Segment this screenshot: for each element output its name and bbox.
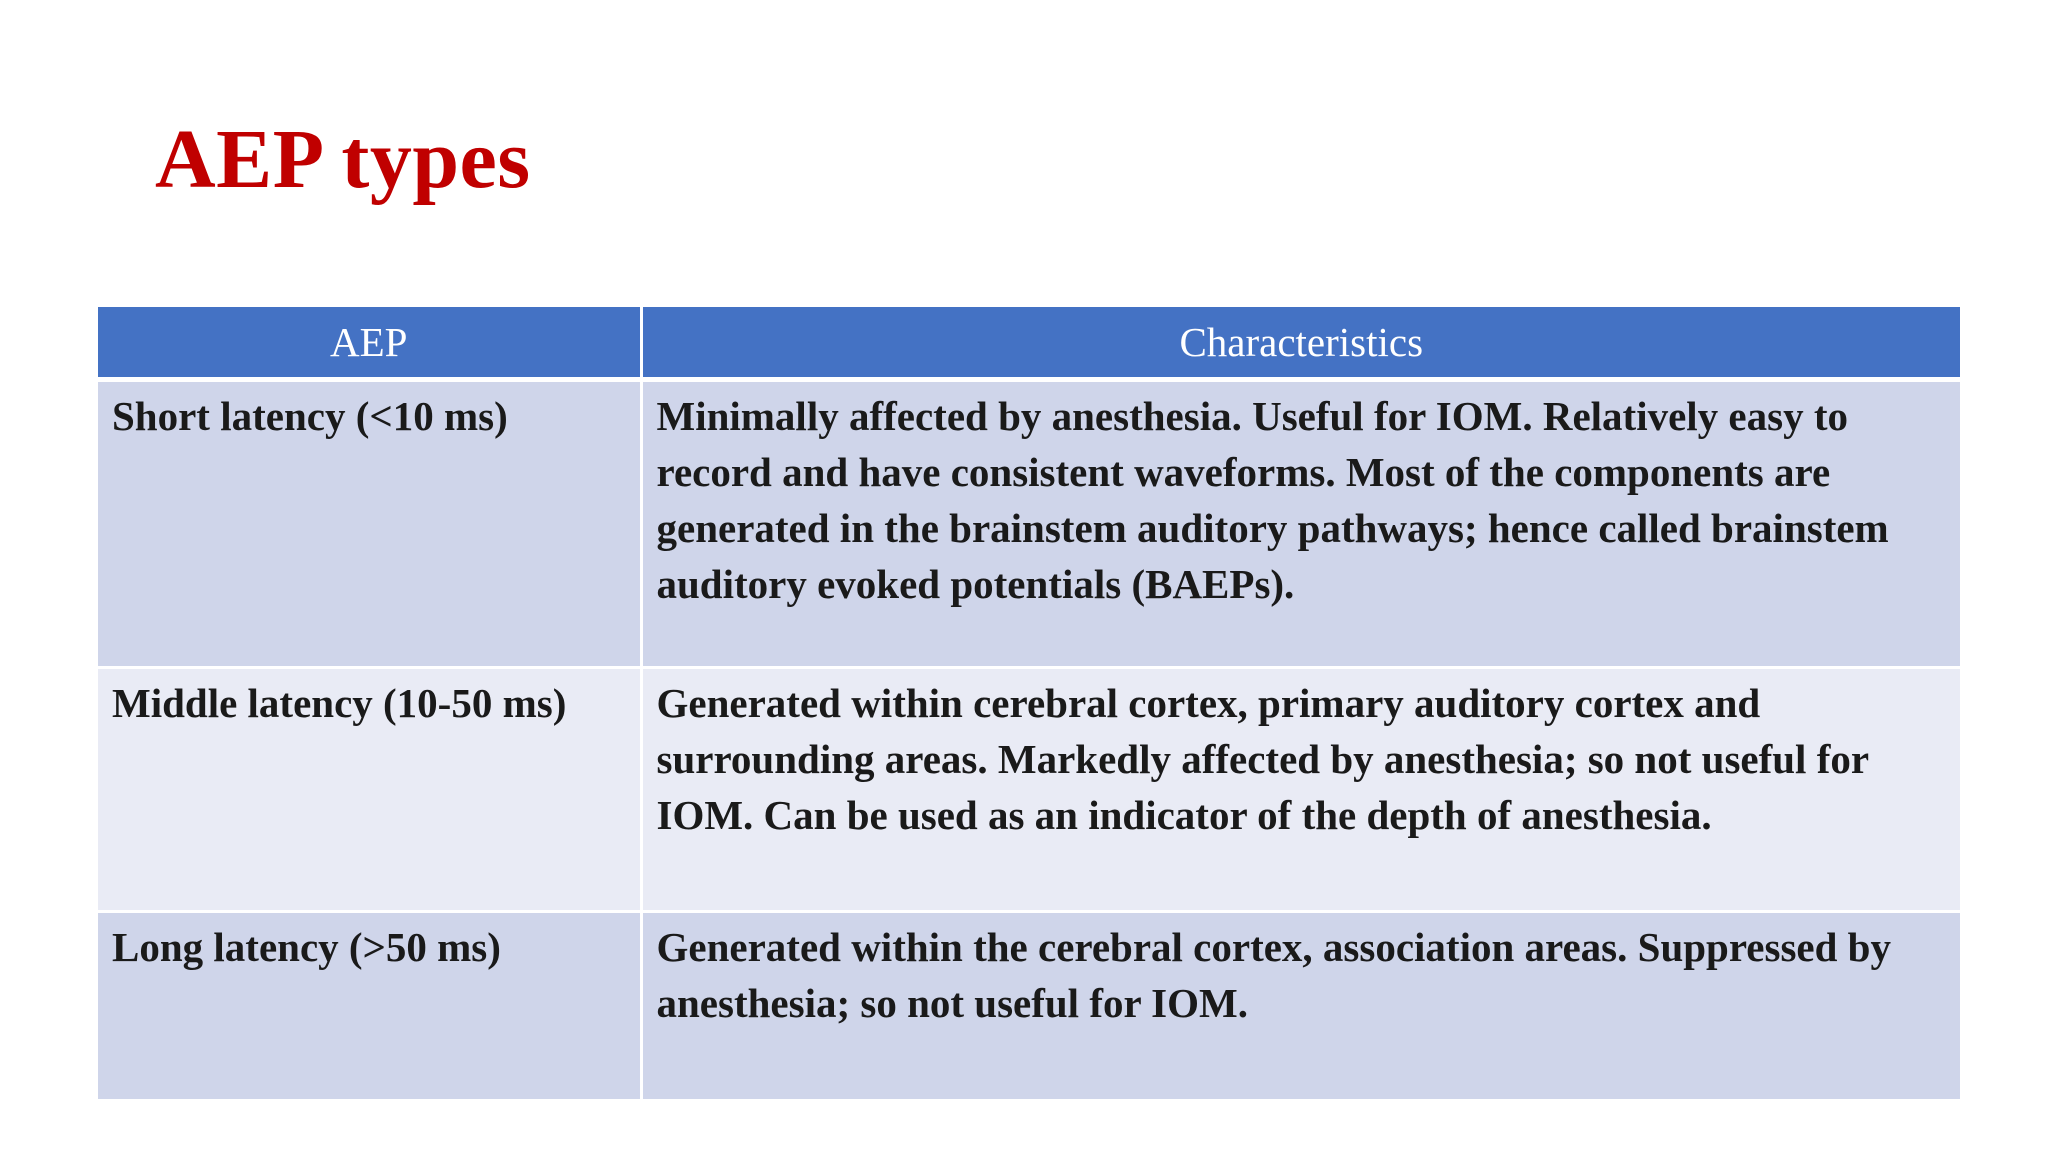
- table-row: [98, 380, 1960, 668]
- aep-type-cell: Middle latency (10-50 ms): [98, 668, 641, 912]
- table-row: [98, 912, 1960, 1101]
- aep-type-cell: Short latency (<10 ms): [98, 380, 641, 668]
- aep-type-cell: Long latency (>50 ms): [98, 912, 641, 1101]
- slide-title: AEP types: [155, 113, 531, 206]
- aep-types-table: [98, 307, 1960, 1102]
- table-header-row: [98, 307, 1960, 380]
- characteristics-cell: Generated within cerebral cortex, primary auditory cortex and surrounding areas. Markedly affected by anesthesia; so not useful for IOM. Can be used as an indicator of the depth of anesthesia.: [641, 668, 1960, 912]
- column-header-aep: AEP: [98, 307, 641, 380]
- characteristics-cell: Generated within the cerebral cortex, association areas. Suppressed by anesthesia; so not useful for IOM.: [641, 912, 1960, 1101]
- column-header-characteristics: Characteristics: [641, 307, 1960, 380]
- characteristics-cell: Minimally affected by anesthesia. Useful for IOM. Relatively easy to record and have consistent waveforms. Most of the components are generated in the brainstem auditory pathways; hence called brainstem auditory evoked potentials (BAEPs).: [641, 380, 1960, 668]
- table-row: [98, 668, 1960, 912]
